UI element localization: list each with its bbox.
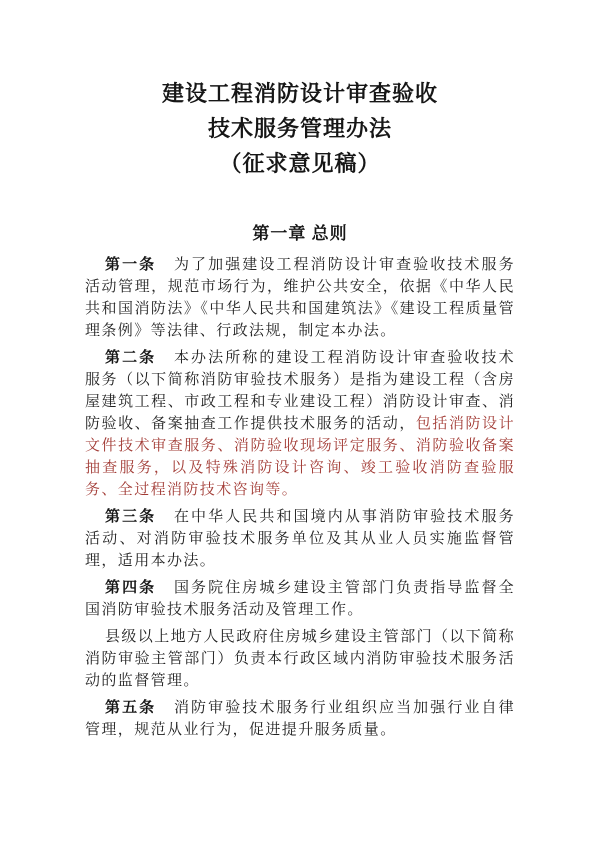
chapter-heading: 第一章 总则 [252, 224, 348, 243]
article-label: 第二条 [105, 350, 157, 366]
article-text: 国务院住房城乡建设主管部门负责指导监督全国消防审验技术服务活动及管理工作。 [85, 580, 515, 618]
article-paragraph-3 [85, 506, 515, 572]
document-title-line-1: 建设工程消防设计审查验收 [161, 81, 438, 106]
article-text: 为了加强建设工程消防设计审查验收技术服务活动管理，规范市场行为，维护公共安全，依据《中华人民共和国消防法》《中华人民共和国建筑法》《建设工程质量管理条例》等法律、行政法规，制定本办法。 [85, 257, 515, 339]
article-text: 本办法所称的建设工程消防设计审查验收技术服务（以下简称消防审验技术服务）是指为建设工程（含房屋建筑工程、市政工程和专业建设工程）消防设计审查、消防验收、备案抽查工作提供技术服务的活动， [85, 350, 515, 432]
article-text: 县级以上地方人民政府住房城乡建设主管部门（以下简称消防审验主管部门）负责本行政区域内消防审验技术服务活动的监督管理。 [85, 629, 516, 689]
document-title-line-3: （征求意见稿） [219, 151, 381, 176]
article-paragraph-4 [85, 577, 515, 621]
article-label: 第三条 [105, 509, 157, 525]
article-paragraph-5 [85, 626, 515, 692]
article-label: 第一条 [105, 257, 157, 273]
document-title [85, 76, 515, 181]
article-text-highlighted: 包括消防设计文件技术审查服务、消防验收现场评定服务、消防验收备案抽查服务，以及特殊消防设计咨询、竣工验收消防查验服务、全过程消防技术咨询等。 [85, 416, 515, 498]
article-label: 第四条 [105, 580, 157, 596]
article-text: 消防审验技术服务行业组织应当加强行业自律管理，规范从业行为，促进提升服务质量。 [85, 700, 515, 738]
article-text: 在中华人民共和国境内从事消防审验技术服务活动、对消防审验技术服务单位及其从业人员实施监督管理，适用本办法。 [85, 509, 515, 569]
article-label: 第五条 [105, 700, 157, 716]
article-paragraph-1 [85, 254, 515, 342]
article-paragraph-2 [85, 347, 515, 501]
article-paragraph-6 [85, 697, 515, 741]
document-title-line-2: 技术服务管理办法 [207, 116, 392, 141]
